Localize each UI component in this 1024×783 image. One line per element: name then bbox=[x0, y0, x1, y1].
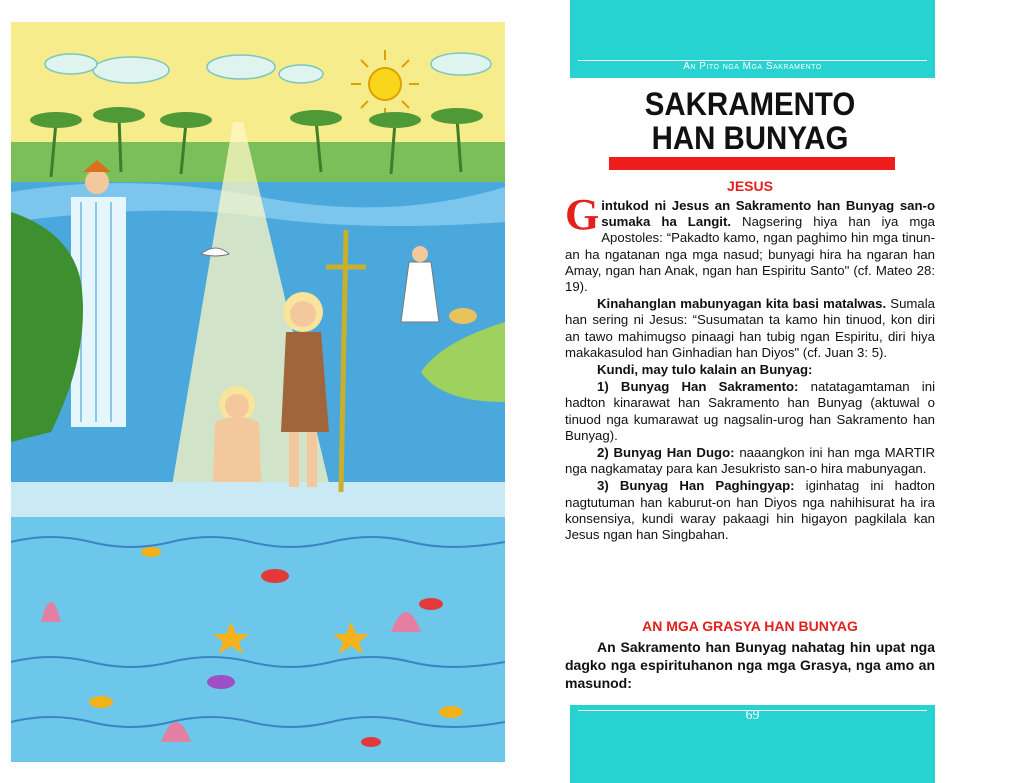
paragraph-3-bold: Kundi, may tulo kalain an Bunyag: bbox=[597, 362, 813, 378]
closing-paragraph-wrap bbox=[565, 638, 935, 692]
page-title-line1: SAKRAMENTO bbox=[644, 86, 856, 122]
paragraph-6 bbox=[565, 478, 935, 543]
paragraph-4-bold: 1) Bunyag Han Sakramento: bbox=[597, 379, 799, 395]
paragraph-1-bold: intukod ni Jesus an Sakramento han Bunyag san-o sumaka ha Langit. bbox=[601, 198, 935, 230]
paragraph-5 bbox=[565, 445, 935, 477]
header-band bbox=[570, 0, 935, 78]
paragraph-5-bold: 2) Bunyag Han Dugo: bbox=[597, 445, 735, 461]
page-number: 69 bbox=[745, 708, 760, 723]
footer-band bbox=[570, 705, 935, 783]
paragraph-1-text: Nagsering hiya han iya mga Apostoles: “Pakadto kamo, ngan paghimo hin mga tinun-an ha ngatanan nga mga nasud; bunyagi hira ha ngaran han Amay, ngan han Anak, ngan han Espiritu Santo" (cf. Mateo 28: 19). bbox=[565, 214, 935, 295]
body-text bbox=[565, 190, 935, 544]
drop-cap: G bbox=[565, 190, 600, 239]
paragraph-4 bbox=[565, 379, 935, 444]
running-head: An Pito nga Mga Sakramento bbox=[683, 61, 822, 72]
paragraph-5-text: naaangkon ini han mga MARTIR nga nagkamatay para kan Jesukristo san-o hira mabunyagan. bbox=[565, 445, 935, 477]
page-title bbox=[580, 87, 920, 155]
paragraph-2 bbox=[565, 296, 935, 361]
title-underline-bar bbox=[609, 157, 895, 170]
paragraph-2-bold: Kinahanglan mabunyagan kita basi matalwas. bbox=[597, 296, 887, 312]
section-heading-jesus: JESUS bbox=[727, 178, 773, 194]
page-title-line2: HAN BUNYAG bbox=[651, 120, 849, 156]
paragraph-6-bold: 3) Bunyag Han Paghingyap: bbox=[597, 478, 795, 494]
baptism-illustration bbox=[11, 22, 505, 762]
paragraph-6-text: iginhatag ini hadton nagtutuman han kaburut-on han Diyos nga nahihisurat ha ira konsensiya, kundi waray pakaagi hin higayon pagkilala kan Jesus ngan han Singbahan. bbox=[565, 478, 935, 543]
paragraph-4-text: natatagamtaman ini hadton kinarawat han Sakramento han Bunyag (aktuwal o tinuod nga kumarawat ug nagsalin-urog han Sakramento han Bunyag). bbox=[565, 379, 935, 443]
text-page bbox=[565, 0, 935, 783]
closing-paragraph: An Sakramento han Bunyag nahatag hin upat nga dagko nga espirituhanon nga mga Grasya, nga amo an masunod: bbox=[565, 639, 935, 691]
paragraph-1 bbox=[565, 190, 935, 295]
paragraph-2-text: Sumala han sering ni Jesus: “Susumatan ta kamo hin tinuod, kon diri an tawo mahimugso pinaagi han tubig ngan Espiritu, diri hiya makakasulod han Ginhadian han Diyos" (cf. Juan 3: 5). bbox=[565, 296, 935, 360]
baptism-of-jesus-illustration-icon bbox=[11, 22, 505, 762]
paragraph-3 bbox=[565, 362, 935, 378]
section-heading-grasya: AN MGA GRASYA HAN BUNYAG bbox=[642, 618, 858, 634]
